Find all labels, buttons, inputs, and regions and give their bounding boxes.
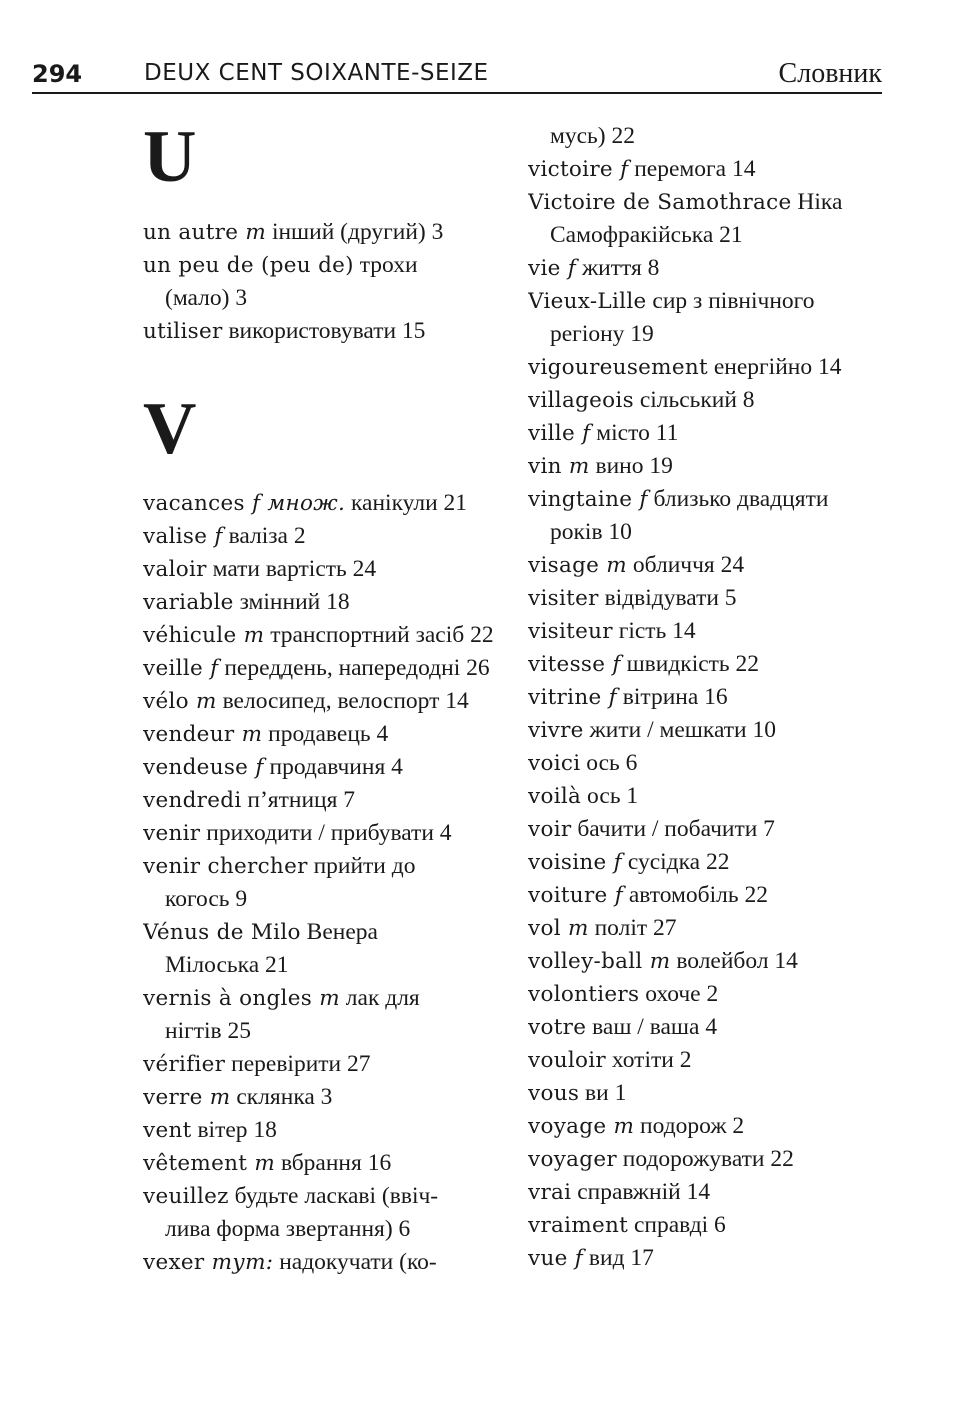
entry-list-v bbox=[143, 487, 497, 1279]
grammar-note: m bbox=[238, 220, 267, 245]
dictionary-entry bbox=[528, 1176, 882, 1209]
dictionary-entry bbox=[528, 912, 882, 945]
grammar-note: m bbox=[188, 689, 217, 714]
headword: valise bbox=[143, 524, 208, 549]
dictionary-entry bbox=[528, 1011, 882, 1044]
headword: vent bbox=[143, 1118, 192, 1143]
translation: відвідувати 5 bbox=[598, 585, 737, 611]
translation: продавець 4 bbox=[262, 721, 389, 747]
translation: справжній 14 bbox=[571, 1179, 711, 1205]
dictionary-entry-continuation bbox=[528, 516, 882, 549]
dictionary-entry-continuation bbox=[528, 120, 882, 153]
headword: vendeur bbox=[143, 722, 235, 747]
translation: охоче 2 bbox=[639, 981, 719, 1007]
dictionary-entry-continuation bbox=[143, 282, 497, 315]
page-number: 294 bbox=[32, 60, 83, 88]
headword: vacances bbox=[143, 491, 245, 516]
dictionary-entry-continuation bbox=[143, 1015, 497, 1048]
headword: ville bbox=[528, 421, 575, 446]
headword: voiture bbox=[528, 883, 608, 908]
headword: veille bbox=[143, 656, 204, 681]
translation: перемога 14 bbox=[628, 156, 756, 182]
dictionary-entry bbox=[528, 846, 882, 879]
translation: Мілоська 21 bbox=[165, 952, 289, 978]
headword: vingtaine bbox=[528, 487, 633, 512]
translation: сусідка 22 bbox=[621, 849, 730, 875]
grammar-note: m bbox=[560, 916, 589, 941]
dictionary-entry-continuation bbox=[143, 883, 497, 916]
headword: valoir bbox=[143, 557, 207, 582]
dictionary-entry bbox=[528, 549, 882, 582]
dictionary-entry bbox=[528, 945, 882, 978]
headword: voisine bbox=[528, 850, 607, 875]
grammar-note: f bbox=[203, 656, 219, 681]
translation: валіза 2 bbox=[222, 523, 306, 549]
running-title: DEUX CENT SOIXANTE-SEIZE bbox=[144, 60, 489, 86]
headword: visage bbox=[528, 553, 600, 578]
dictionary-entry bbox=[143, 315, 497, 348]
headword: vol bbox=[528, 916, 561, 941]
translation: справді 6 bbox=[628, 1212, 726, 1238]
dictionary-entry bbox=[143, 487, 497, 520]
headword: villageois bbox=[528, 388, 634, 413]
headword: véhicule bbox=[143, 623, 237, 648]
headword: vrai bbox=[528, 1180, 572, 1205]
dictionary-entry bbox=[143, 1147, 497, 1180]
grammar-note: f множ. bbox=[244, 491, 346, 516]
page-header bbox=[32, 58, 882, 94]
grammar-note: m bbox=[642, 949, 671, 974]
grammar-note: m bbox=[247, 1151, 276, 1176]
dictionary-entry bbox=[143, 1180, 497, 1213]
headword: voyage bbox=[528, 1114, 607, 1139]
headword: vernis à ongles bbox=[143, 986, 313, 1011]
translation: вітрина 16 bbox=[616, 684, 728, 710]
headword: venir chercher bbox=[143, 854, 308, 879]
translation: швидкість 22 bbox=[620, 651, 760, 677]
translation: років 10 bbox=[550, 519, 632, 545]
translation: Самофракійська 21 bbox=[550, 222, 743, 248]
grammar-note: f bbox=[248, 755, 264, 780]
translation: трохи bbox=[353, 252, 418, 278]
headword: vous bbox=[528, 1081, 580, 1106]
grammar-note: f bbox=[567, 1246, 584, 1271]
headword: vêtement bbox=[143, 1151, 248, 1176]
dictionary-entry bbox=[528, 252, 882, 285]
headword: vivre bbox=[528, 718, 584, 743]
headword: vérifier bbox=[143, 1052, 226, 1077]
headword: vitrine bbox=[528, 685, 602, 710]
dictionary-entry bbox=[528, 714, 882, 747]
dictionary-entry bbox=[143, 850, 497, 883]
translation: нігтів 25 bbox=[165, 1018, 252, 1044]
translation: ваш / ваша 4 bbox=[586, 1014, 718, 1040]
dictionary-entry bbox=[528, 780, 882, 813]
dictionary-entry bbox=[528, 351, 882, 384]
headword: un peu de (peu de) bbox=[143, 253, 354, 278]
dictionary-entry bbox=[528, 582, 882, 615]
dictionary-entry bbox=[528, 285, 882, 318]
headword: vie bbox=[528, 256, 561, 281]
letter-heading-v: V bbox=[143, 388, 197, 470]
grammar-note: f bbox=[606, 850, 622, 875]
dictionary-entry bbox=[528, 747, 882, 780]
dictionary-entry bbox=[528, 648, 882, 681]
dictionary-entry-continuation bbox=[143, 1213, 497, 1246]
headword: Vieux-Lille bbox=[528, 289, 647, 314]
headword: vexer bbox=[143, 1250, 205, 1275]
dictionary-entry bbox=[143, 751, 497, 784]
translation: сільський 8 bbox=[633, 387, 755, 413]
grammar-note: f bbox=[560, 256, 577, 281]
dictionary-entry bbox=[528, 483, 882, 516]
dictionary-entry bbox=[528, 1143, 882, 1176]
translation: вітер 18 bbox=[191, 1117, 277, 1143]
headword: victoire bbox=[528, 157, 613, 182]
headword: veuillez bbox=[143, 1184, 229, 1209]
grammar-note: m bbox=[202, 1085, 231, 1110]
dictionary-entry bbox=[528, 384, 882, 417]
dictionary-entry-continuation bbox=[528, 219, 882, 252]
translation: автомобіль 22 bbox=[622, 882, 768, 908]
headword: vendeuse bbox=[143, 755, 249, 780]
dictionary-entry bbox=[143, 1081, 497, 1114]
dictionary-entry bbox=[528, 615, 882, 648]
headword: voilà bbox=[528, 784, 582, 809]
translation: будьте ласкаві (ввіч- bbox=[228, 1183, 439, 1209]
headword: visiter bbox=[528, 586, 599, 611]
translation: Ніка bbox=[791, 189, 843, 215]
translation: Венера bbox=[300, 919, 378, 945]
translation: мусь) 22 bbox=[550, 123, 635, 149]
headword: voyager bbox=[528, 1147, 617, 1172]
translation: велосипед, велоспорт 14 bbox=[216, 688, 469, 714]
headword: verre bbox=[143, 1085, 203, 1110]
translation: бачити / побачити 7 bbox=[571, 816, 775, 842]
dictionary-entry bbox=[143, 1246, 497, 1279]
translation: продавчиня 4 bbox=[263, 754, 403, 780]
grammar-note: f bbox=[612, 157, 629, 182]
grammar-note: m bbox=[236, 623, 265, 648]
headword: un autre bbox=[143, 220, 239, 245]
headword: vendredi bbox=[143, 788, 242, 813]
grammar-note: f bbox=[632, 487, 648, 512]
dictionary-entry bbox=[143, 1048, 497, 1081]
dictionary-entry bbox=[143, 520, 497, 553]
translation: когось 9 bbox=[165, 886, 248, 912]
dictionary-entry bbox=[143, 685, 497, 718]
translation: надокучати (ко- bbox=[273, 1249, 437, 1275]
section-title: Словник bbox=[778, 58, 882, 89]
translation: (мало) 3 bbox=[165, 285, 248, 311]
translation: подорож 2 bbox=[634, 1113, 745, 1139]
dictionary-entry bbox=[143, 619, 497, 652]
translation: гість 14 bbox=[612, 618, 696, 644]
entry-list-right bbox=[528, 120, 882, 1275]
dictionary-entry bbox=[528, 879, 882, 912]
dictionary-entry bbox=[528, 978, 882, 1011]
translation: транспортний засіб 22 bbox=[264, 622, 494, 648]
dictionary-entry bbox=[528, 153, 882, 186]
headword: visiteur bbox=[528, 619, 613, 644]
translation: канікули 21 bbox=[345, 490, 468, 516]
translation: інший (другий) 3 bbox=[266, 219, 444, 245]
translation: склянка 3 bbox=[230, 1084, 333, 1110]
dictionary-entry bbox=[528, 1044, 882, 1077]
headword: Victoire de Samothrace bbox=[528, 190, 792, 215]
dictionary-entry bbox=[528, 1209, 882, 1242]
translation: змінний 18 bbox=[233, 589, 350, 615]
headword: variable bbox=[143, 590, 234, 615]
translation: ось 6 bbox=[580, 750, 638, 776]
translation: регіону 19 bbox=[550, 321, 654, 347]
dictionary-entry bbox=[528, 681, 882, 714]
dictionary-entry bbox=[143, 586, 497, 619]
dictionary-entry bbox=[528, 417, 882, 450]
headword: vitesse bbox=[528, 652, 606, 677]
translation: життя 8 bbox=[576, 255, 660, 281]
translation: вид 17 bbox=[583, 1245, 654, 1271]
dictionary-entry bbox=[143, 652, 497, 685]
translation: вино 19 bbox=[589, 453, 673, 479]
dictionary-entry bbox=[143, 1114, 497, 1147]
headword: voici bbox=[528, 751, 581, 776]
translation: обличчя 24 bbox=[627, 552, 745, 578]
translation: сир з північного bbox=[646, 288, 815, 314]
translation: ви 1 bbox=[579, 1080, 627, 1106]
headword: vin bbox=[528, 454, 562, 479]
translation: місто 11 bbox=[590, 420, 679, 446]
grammar-note: f bbox=[207, 524, 223, 549]
letter-heading-u: U bbox=[143, 116, 197, 198]
translation: енергійно 14 bbox=[707, 354, 842, 380]
grammar-note: m bbox=[234, 722, 263, 747]
dictionary-entry bbox=[528, 1110, 882, 1143]
translation: подорожувати 22 bbox=[616, 1146, 794, 1172]
translation: переддень, напередодні 26 bbox=[218, 655, 490, 681]
entry-list-u bbox=[143, 216, 497, 348]
headword: Vénus de Milo bbox=[143, 920, 301, 945]
translation: жити / мешкати 10 bbox=[583, 717, 776, 743]
headword: vouloir bbox=[528, 1048, 607, 1073]
dictionary-entry bbox=[143, 982, 497, 1015]
headword: votre bbox=[528, 1015, 587, 1040]
translation: лива форма звертання) 6 bbox=[165, 1216, 411, 1242]
dictionary-entry bbox=[143, 916, 497, 949]
dictionary-entry bbox=[528, 1242, 882, 1275]
translation: прийти до bbox=[307, 853, 416, 879]
dictionary-entry bbox=[143, 784, 497, 817]
headword: utiliser bbox=[143, 319, 223, 344]
translation: лак для bbox=[339, 985, 420, 1011]
translation: вбрання 16 bbox=[275, 1150, 392, 1176]
translation: волейбол 14 bbox=[670, 948, 798, 974]
translation: близько двадцяти bbox=[647, 486, 829, 512]
grammar-note: тут: bbox=[204, 1250, 274, 1275]
grammar-note: f bbox=[575, 421, 591, 446]
translation: п’ятниця 7 bbox=[241, 787, 356, 813]
headword: vraiment bbox=[528, 1213, 629, 1238]
headword: volley-ball bbox=[528, 949, 643, 974]
dictionary-entry bbox=[143, 817, 497, 850]
grammar-note: m bbox=[599, 553, 627, 578]
dictionary-entry-continuation bbox=[528, 318, 882, 351]
translation: використовувати 15 bbox=[222, 318, 426, 344]
headword: vue bbox=[528, 1246, 568, 1271]
grammar-note: m bbox=[606, 1114, 635, 1139]
headword: voir bbox=[528, 817, 572, 842]
translation: перевірити 27 bbox=[225, 1051, 371, 1077]
dictionary-entry bbox=[143, 718, 497, 751]
headword: vigoureusement bbox=[528, 355, 708, 380]
dictionary-entry bbox=[528, 450, 882, 483]
translation: хотіти 2 bbox=[606, 1047, 692, 1073]
grammar-note: f bbox=[601, 685, 617, 710]
translation: приходити / прибувати 4 bbox=[200, 820, 452, 846]
headword: vélo bbox=[143, 689, 189, 714]
dictionary-entry bbox=[528, 1077, 882, 1110]
grammar-note: m bbox=[561, 454, 590, 479]
grammar-note: f bbox=[607, 883, 623, 908]
translation: ось 1 bbox=[581, 783, 639, 809]
dictionary-entry bbox=[143, 249, 497, 282]
dictionary-entry bbox=[528, 186, 882, 219]
dictionary-entry-continuation bbox=[143, 949, 497, 982]
dictionary-entry bbox=[528, 813, 882, 846]
dictionary-entry bbox=[143, 553, 497, 586]
headword: venir bbox=[143, 821, 201, 846]
translation: політ 27 bbox=[588, 915, 677, 941]
grammar-note: f bbox=[605, 652, 621, 677]
grammar-note: m bbox=[312, 986, 340, 1011]
dictionary-entry bbox=[143, 216, 497, 249]
headword: volontiers bbox=[528, 982, 640, 1007]
translation: мати вартість 24 bbox=[206, 556, 377, 582]
